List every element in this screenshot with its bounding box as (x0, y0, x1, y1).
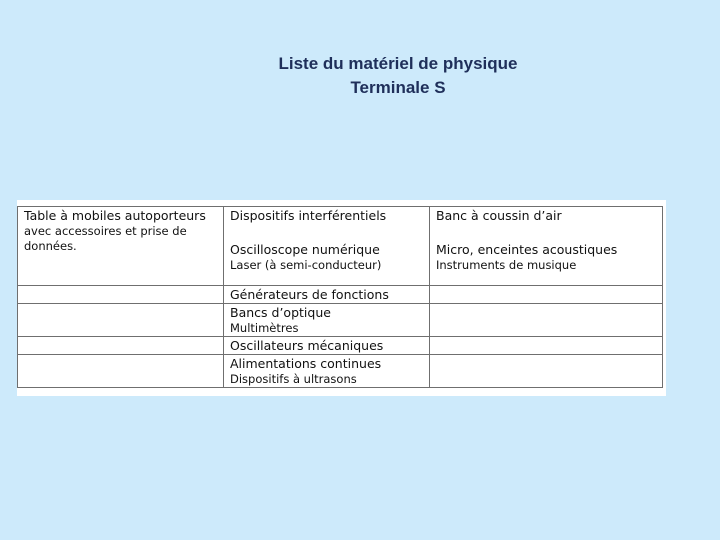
table-cell (224, 286, 430, 304)
cell-text: Instruments de musique (436, 258, 577, 272)
table-cell (18, 304, 224, 337)
page-title (178, 52, 618, 100)
table-cell (430, 337, 663, 355)
table-cell (18, 355, 224, 388)
title-line-2: Terminale S (350, 78, 446, 97)
cell-text: Dispositifs interférentiels (230, 208, 387, 223)
table-row (18, 304, 663, 337)
table-cell (430, 207, 663, 286)
equipment-table (17, 206, 663, 388)
table-cell (224, 207, 430, 286)
table-row (18, 286, 663, 304)
cell-text: Générateurs de fonctions (230, 287, 389, 302)
cell-text: Oscilloscope numérique (230, 242, 380, 257)
cell-text: Table à mobiles autoporteurs (24, 208, 206, 223)
equipment-sheet (17, 200, 666, 396)
cell-text: Micro, enceintes acoustiques (436, 242, 618, 257)
table-cell (224, 355, 430, 388)
table-cell (224, 337, 430, 355)
cell-text: Multimètres (230, 321, 299, 335)
table-row (18, 337, 663, 355)
cell-text: Bancs d’optique (230, 305, 331, 320)
cell-text: Alimentations continues (230, 356, 382, 371)
table-row (18, 355, 663, 388)
table-cell (430, 355, 663, 388)
cell-text: Laser (à semi-conducteur) (230, 258, 382, 272)
title-line-1: Liste du matériel de physique (278, 54, 518, 73)
cell-text: avec accessoires et prise de (24, 224, 187, 238)
cell-text: données. (24, 239, 77, 253)
table-cell (18, 337, 224, 355)
cell-text: Oscillateurs mécaniques (230, 338, 384, 353)
cell-text: Banc à coussin d’air (436, 208, 562, 223)
cell-text: Dispositifs à ultrasons (230, 372, 357, 386)
table-cell (18, 286, 224, 304)
table-cell (18, 207, 224, 286)
table-cell (430, 286, 663, 304)
table-row (18, 207, 663, 286)
table-cell (430, 304, 663, 337)
table-cell (224, 304, 430, 337)
